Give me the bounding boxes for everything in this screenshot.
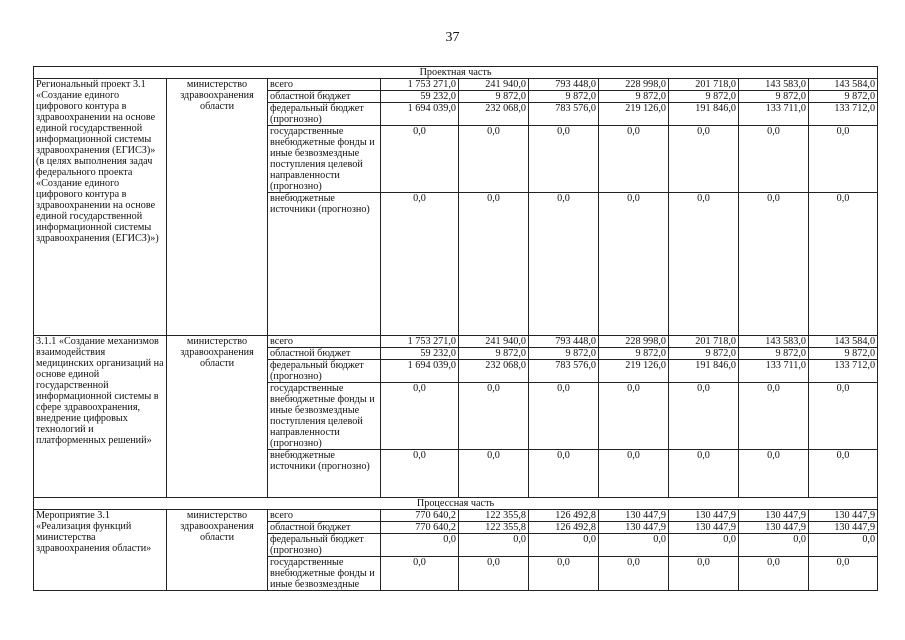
amount-cell: 143 583,0 <box>739 79 809 91</box>
section-title-project: Проектная часть <box>34 67 878 79</box>
funding-source: всего <box>268 79 381 91</box>
amount-cell: 122 355,8 <box>459 522 529 534</box>
amount-cell: 0,0 <box>809 126 878 193</box>
amount-cell: 228 998,0 <box>599 79 669 91</box>
amount-cell: 0,0 <box>669 450 739 498</box>
amount-cell: 0,0 <box>529 450 599 498</box>
amount-cell: 130 447,9 <box>669 522 739 534</box>
amount-cell: 130 447,9 <box>599 510 669 522</box>
amount-cell: 0,0 <box>459 383 529 450</box>
amount-cell: 0,0 <box>599 557 669 591</box>
amount-cell: 130 447,9 <box>739 510 809 522</box>
amount-cell: 126 492,8 <box>529 510 599 522</box>
funding-source: государственные внебюджетные фонды и иные безвозмездные поступления целевой направленности (прогнозно) <box>268 126 381 193</box>
amount-cell: 0,0 <box>809 450 878 498</box>
amount-cell: 0,0 <box>739 450 809 498</box>
amount-cell: 9 872,0 <box>459 348 529 360</box>
amount-cell: 122 355,8 <box>459 510 529 522</box>
amount-cell: 0,0 <box>739 383 809 450</box>
funding-source: внебюджетные источники (прогнозно) <box>268 450 381 498</box>
amount-cell: 0,0 <box>599 534 669 557</box>
amount-cell: 191 846,0 <box>669 360 739 383</box>
amount-cell: 0,0 <box>381 557 459 591</box>
amount-cell: 0,0 <box>599 193 669 336</box>
amount-cell: 126 492,8 <box>529 522 599 534</box>
amount-cell: 0,0 <box>809 534 878 557</box>
amount-cell: 0,0 <box>529 193 599 336</box>
amount-cell: 0,0 <box>669 557 739 591</box>
funding-source: всего <box>268 336 381 348</box>
funding-source: государственные внебюджетные фонды и иные безвозмездные <box>268 557 381 591</box>
amount-cell: 130 447,9 <box>599 522 669 534</box>
amount-cell: 793 448,0 <box>529 336 599 348</box>
amount-cell: 0,0 <box>809 193 878 336</box>
amount-cell: 0,0 <box>669 534 739 557</box>
budget-sheet <box>33 66 877 591</box>
item-name: 3.1.1 «Создание механизмов взаимодействия медицинских организаций на основе единой государственной информационной системы в сфере здравоохранения, внедрение цифровых технологий и платформенных решений» <box>34 336 167 498</box>
amount-cell: 0,0 <box>459 557 529 591</box>
amount-cell: 9 872,0 <box>669 91 739 103</box>
amount-cell: 9 872,0 <box>529 91 599 103</box>
amount-cell: 9 872,0 <box>529 348 599 360</box>
amount-cell: 232 068,0 <box>459 360 529 383</box>
item-executor: министерство здравоохранения области <box>167 336 268 498</box>
amount-cell: 133 712,0 <box>809 103 878 126</box>
funding-source: областной бюджет <box>268 522 381 534</box>
amount-cell: 130 447,9 <box>809 522 878 534</box>
item-executor: министерство здравоохранения области <box>167 79 268 336</box>
amount-cell: 0,0 <box>809 383 878 450</box>
item-name: Региональный проект 3.1 «Создание единого цифрового контура в здравоохранении на основе единой государственной информационной системы здравоохранения (ЕГИСЗ)» (в целях выполнения задач федерального проекта «Создание единого цифрового контура в здравоохранении на основе единой государственной информационной системы здравоохранения (ЕГИСЗ)») <box>34 79 167 336</box>
amount-cell: 130 447,9 <box>739 522 809 534</box>
table-row <box>34 336 878 348</box>
table-row <box>34 79 878 91</box>
amount-cell: 0,0 <box>809 557 878 591</box>
item-name: Мероприятие 3.1 «Реализация функций министерства здравоохранения области» <box>34 510 167 591</box>
amount-cell: 201 718,0 <box>669 79 739 91</box>
amount-cell: 130 447,9 <box>669 510 739 522</box>
amount-cell: 241 940,0 <box>459 79 529 91</box>
amount-cell: 9 872,0 <box>599 91 669 103</box>
amount-cell: 133 711,0 <box>739 103 809 126</box>
amount-cell: 219 126,0 <box>599 103 669 126</box>
amount-cell: 0,0 <box>599 383 669 450</box>
amount-cell: 0,0 <box>381 126 459 193</box>
funding-source: федеральный бюджет (прогнозно) <box>268 360 381 383</box>
amount-cell: 1 694 039,0 <box>381 103 459 126</box>
amount-cell: 783 576,0 <box>529 103 599 126</box>
amount-cell: 0,0 <box>599 450 669 498</box>
amount-cell: 9 872,0 <box>739 91 809 103</box>
amount-cell: 143 584,0 <box>809 336 878 348</box>
table-row <box>34 510 878 522</box>
amount-cell: 143 583,0 <box>739 336 809 348</box>
amount-cell: 219 126,0 <box>599 360 669 383</box>
amount-cell: 1 694 039,0 <box>381 360 459 383</box>
amount-cell: 0,0 <box>739 534 809 557</box>
funding-source: федеральный бюджет (прогнозно) <box>268 103 381 126</box>
amount-cell: 0,0 <box>739 126 809 193</box>
amount-cell: 0,0 <box>669 193 739 336</box>
amount-cell: 0,0 <box>739 193 809 336</box>
amount-cell: 228 998,0 <box>599 336 669 348</box>
amount-cell: 130 447,9 <box>809 510 878 522</box>
amount-cell: 9 872,0 <box>809 91 878 103</box>
amount-cell: 1 753 271,0 <box>381 336 459 348</box>
funding-source: государственные внебюджетные фонды и иные безвозмездные поступления целевой направленности (прогнозно) <box>268 383 381 450</box>
amount-cell: 793 448,0 <box>529 79 599 91</box>
page-number: 37 <box>445 30 460 45</box>
budget-table <box>33 66 878 591</box>
amount-cell: 0,0 <box>529 383 599 450</box>
amount-cell: 0,0 <box>381 534 459 557</box>
amount-cell: 9 872,0 <box>459 91 529 103</box>
amount-cell: 0,0 <box>529 534 599 557</box>
funding-source: внебюджетные источники (прогнозно) <box>268 193 381 336</box>
amount-cell: 191 846,0 <box>669 103 739 126</box>
amount-cell: 1 753 271,0 <box>381 79 459 91</box>
amount-cell: 0,0 <box>381 193 459 336</box>
funding-source: областной бюджет <box>268 348 381 360</box>
amount-cell: 0,0 <box>459 193 529 336</box>
amount-cell: 770 640,2 <box>381 510 459 522</box>
section-title-process: Процессная часть <box>34 498 878 510</box>
item-executor: министерство здравоохранения области <box>167 510 268 591</box>
funding-source: всего <box>268 510 381 522</box>
funding-source: федеральный бюджет (прогнозно) <box>268 534 381 557</box>
amount-cell: 9 872,0 <box>739 348 809 360</box>
amount-cell: 9 872,0 <box>599 348 669 360</box>
amount-cell: 0,0 <box>459 534 529 557</box>
amount-cell: 133 712,0 <box>809 360 878 383</box>
amount-cell: 9 872,0 <box>809 348 878 360</box>
amount-cell: 770 640,2 <box>381 522 459 534</box>
amount-cell: 59 232,0 <box>381 348 459 360</box>
amount-cell: 0,0 <box>669 383 739 450</box>
amount-cell: 0,0 <box>459 450 529 498</box>
amount-cell: 0,0 <box>669 126 739 193</box>
amount-cell: 133 711,0 <box>739 360 809 383</box>
amount-cell: 9 872,0 <box>669 348 739 360</box>
amount-cell: 232 068,0 <box>459 103 529 126</box>
amount-cell: 0,0 <box>529 126 599 193</box>
amount-cell: 241 940,0 <box>459 336 529 348</box>
budget-table-body <box>34 67 878 591</box>
amount-cell: 143 584,0 <box>809 79 878 91</box>
amount-cell: 783 576,0 <box>529 360 599 383</box>
amount-cell: 0,0 <box>529 557 599 591</box>
amount-cell: 0,0 <box>599 126 669 193</box>
amount-cell: 0,0 <box>459 126 529 193</box>
amount-cell: 0,0 <box>381 450 459 498</box>
funding-source: областной бюджет <box>268 91 381 103</box>
amount-cell: 0,0 <box>381 383 459 450</box>
amount-cell: 0,0 <box>739 557 809 591</box>
amount-cell: 59 232,0 <box>381 91 459 103</box>
amount-cell: 201 718,0 <box>669 336 739 348</box>
